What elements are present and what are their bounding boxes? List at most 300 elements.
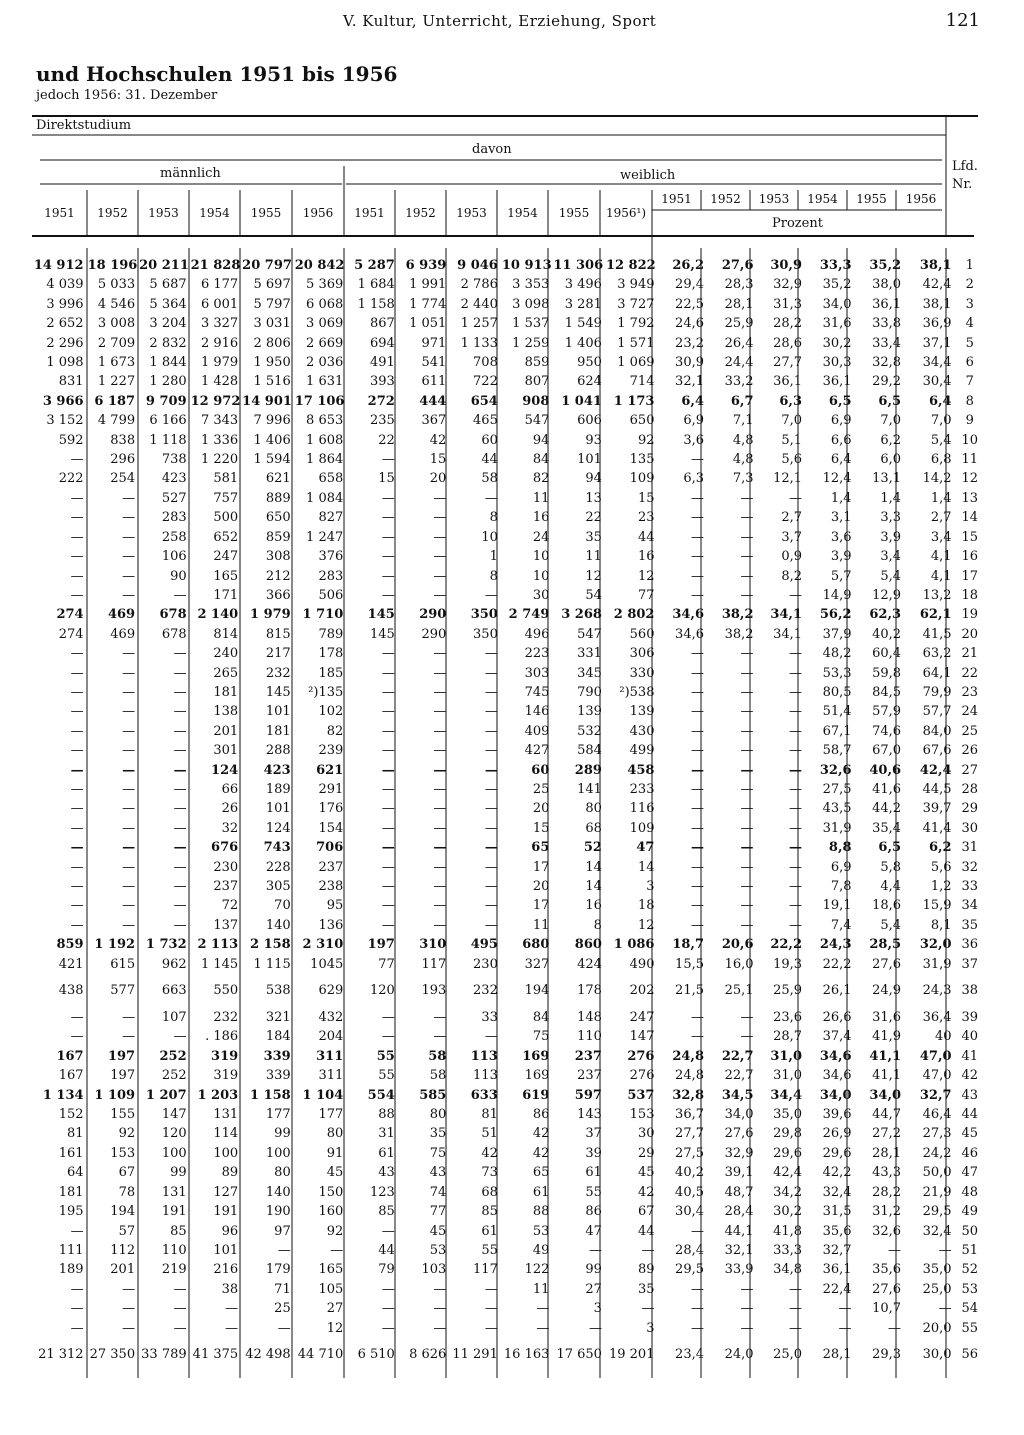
table-cell: 193: [421, 983, 447, 999]
table-cell: 21,5: [675, 983, 704, 999]
page-subtitle: jedoch 1956: 31. Dezember: [36, 88, 218, 103]
table-cell: 310: [419, 937, 447, 953]
prozent-label: Prozent: [772, 216, 823, 231]
table-cell: 950: [577, 355, 602, 371]
table-cell: 1 549: [564, 316, 602, 332]
table-cell: 143: [577, 1107, 602, 1123]
table-cell: 11 291: [452, 1346, 498, 1362]
table-cell: 5 369: [306, 277, 344, 293]
table-row: [32, 1319, 984, 1338]
table-cell: 31,6: [822, 316, 852, 332]
table-row: [32, 528, 984, 547]
table-cell: 37,4: [822, 1029, 852, 1045]
table-cell: 91: [326, 1145, 344, 1161]
table-cell: —: [433, 1320, 447, 1336]
table-cell: 469: [110, 626, 136, 642]
table-cell: 714: [629, 374, 655, 390]
table-cell: 577: [110, 983, 136, 999]
table-cell: 167: [58, 1068, 84, 1084]
table-cell: 581: [213, 471, 239, 487]
table-cell: 27,2: [872, 1126, 902, 1142]
table-cell: 39: [585, 1145, 602, 1161]
table-cell: 216: [213, 1262, 239, 1278]
page-number: 121: [945, 10, 980, 31]
table-cell: 20 797: [242, 258, 292, 273]
row-number: 55: [961, 1320, 979, 1336]
table-row: [32, 955, 984, 974]
weiblich-year-4: 1954: [507, 206, 538, 220]
table-cell: —: [381, 549, 395, 565]
table-cell: 3 966: [42, 393, 84, 409]
table-cell: 39,6: [822, 1107, 852, 1123]
table-row: [32, 586, 984, 605]
table-cell: 27,7: [675, 1126, 704, 1142]
table-cell: 191: [213, 1204, 239, 1220]
table-cell: 254: [110, 471, 136, 487]
table-cell: 120: [369, 983, 395, 999]
table-cell: 424: [577, 956, 602, 972]
table-cell: 217: [265, 646, 291, 662]
table-cell: 3 327: [200, 316, 239, 332]
table-cell: 109: [629, 471, 655, 487]
table-cell: 265: [213, 665, 239, 681]
table-row: [32, 1124, 984, 1143]
table-cell: —: [740, 490, 754, 506]
table-cell: —: [173, 587, 187, 603]
table-cell: 139: [629, 704, 655, 720]
table-cell: 190: [265, 1204, 291, 1220]
table-cell: —: [173, 801, 187, 817]
table-cell: 26,2: [672, 258, 704, 273]
table-cell: 195: [58, 1204, 84, 1220]
table-cell: 71: [274, 1281, 291, 1297]
table-cell: 82: [326, 723, 344, 739]
table-cell: 114: [213, 1126, 239, 1142]
table-cell: —: [122, 529, 136, 545]
table-cell: 228: [265, 859, 291, 875]
table-cell: 3 996: [46, 296, 84, 312]
table-cell: 3: [646, 879, 655, 894]
table-cell: 16: [532, 510, 550, 526]
table-cell: 20 211: [139, 258, 189, 273]
table-cell: 43,5: [822, 801, 852, 817]
table-cell: 24,3: [819, 937, 852, 953]
table-cell: 490: [629, 956, 655, 972]
table-row: [32, 1105, 984, 1124]
table-cell: 20: [532, 879, 550, 894]
table-cell: —: [225, 1301, 239, 1317]
prozent-year-1: 1951: [661, 192, 692, 206]
row-number: 34: [961, 898, 979, 914]
table-cell: 40,2: [872, 626, 902, 642]
table-cell: 6,4: [928, 393, 952, 409]
table-cell: —: [740, 898, 754, 914]
table-cell: —: [381, 859, 395, 875]
table-cell: 532: [577, 723, 602, 739]
table-cell: 21 312: [38, 1346, 84, 1362]
table-cell: 28,1: [822, 1346, 852, 1362]
table-cell: 19 201: [608, 1346, 655, 1362]
table-cell: —: [691, 781, 704, 797]
table-cell: —: [70, 840, 84, 856]
table-cell: 3 152: [46, 413, 84, 429]
table-cell: 28,7: [773, 1029, 803, 1045]
table-cell: 113: [473, 1068, 498, 1084]
table-cell: 650: [265, 510, 291, 526]
table-cell: 19,1: [822, 898, 852, 914]
table-cell: 547: [577, 626, 602, 642]
table-cell: 101: [265, 704, 291, 720]
table-cell: 1 098: [46, 355, 84, 371]
table-cell: —: [588, 1320, 602, 1336]
table-cell: —: [433, 781, 447, 797]
row-number: 52: [961, 1262, 979, 1278]
row-number: 6: [965, 355, 974, 371]
table-cell: 680: [522, 937, 550, 953]
table-cell: 24,8: [672, 1048, 704, 1064]
table-cell: —: [122, 743, 136, 759]
row-number: 33: [961, 879, 979, 894]
table-cell: —: [740, 549, 754, 565]
table-cell: 25,0: [773, 1346, 803, 1362]
table-cell: 92: [326, 1223, 344, 1239]
table-cell: 469: [107, 607, 136, 623]
table-cell: 29,3: [872, 1346, 902, 1362]
table-cell: 58: [481, 471, 498, 487]
row-number: 37: [961, 956, 979, 972]
table-cell: 230: [213, 859, 239, 875]
table-cell: —: [691, 1281, 704, 1297]
table-cell: 1 571: [617, 335, 655, 351]
table-cell: 46,4: [922, 1107, 952, 1123]
table-cell: —: [740, 684, 754, 700]
table-cell: 6 177: [200, 277, 239, 293]
table-cell: 291: [318, 781, 344, 797]
table-cell: —: [122, 917, 136, 933]
table-cell: 34,6: [675, 626, 704, 642]
table-cell: 59,8: [872, 665, 902, 681]
table-cell: 181: [213, 684, 239, 700]
table-cell: 1 336: [200, 432, 239, 448]
table-cell: —: [173, 665, 187, 681]
table-cell: 120: [161, 1126, 187, 1142]
table-cell: 3,9: [830, 549, 852, 565]
table-cell: —: [789, 898, 803, 914]
table-cell: 89: [637, 1262, 655, 1278]
table-row: [32, 819, 984, 838]
table-cell: 124: [265, 820, 291, 836]
table-cell: 5 033: [97, 277, 136, 293]
table-cell: 42,2: [822, 1165, 852, 1181]
table-row: [32, 508, 984, 527]
table-cell: 136: [318, 917, 344, 933]
table-cell: 22: [585, 510, 602, 526]
table-cell: 15: [532, 820, 550, 836]
table-cell: —: [484, 762, 498, 778]
table-cell: 30,9: [675, 355, 704, 371]
row-number: 44: [961, 1107, 979, 1123]
table-cell: —: [789, 879, 803, 894]
row-number: 30: [961, 820, 979, 836]
table-cell: 70: [274, 898, 291, 914]
table-cell: —: [484, 665, 498, 681]
table-cell: 80: [274, 1165, 291, 1181]
table-cell: 95: [326, 898, 344, 914]
table-cell: 24: [532, 529, 550, 545]
row-number: 54: [961, 1301, 979, 1317]
table-cell: 1 118: [149, 432, 187, 448]
table-cell: —: [740, 723, 754, 739]
row-number: 2: [965, 277, 974, 293]
table-cell: —: [381, 490, 395, 506]
table-cell: 272: [367, 393, 395, 409]
table-row: [32, 450, 984, 469]
table-cell: 68: [481, 1184, 498, 1200]
table-cell: 24,0: [724, 1346, 754, 1362]
table-cell: 4,1: [930, 549, 952, 565]
table-cell: 465: [473, 413, 498, 429]
table-cell: 17 106: [294, 393, 345, 409]
table-cell: —: [381, 568, 395, 584]
table-cell: 33 789: [141, 1346, 187, 1362]
table-cell: 350: [473, 626, 498, 642]
weiblich-year-3: 1953: [456, 206, 487, 220]
table-row: [32, 1202, 984, 1221]
table-cell: 92: [118, 1126, 136, 1142]
table-cell: 5 797: [253, 296, 291, 312]
table-cell: 2 113: [197, 937, 239, 953]
table-cell: 41,1: [869, 1048, 902, 1064]
table-row: [32, 1222, 984, 1241]
table-cell: 319: [211, 1048, 239, 1064]
table-cell: —: [789, 704, 803, 720]
table-cell: 499: [629, 743, 655, 759]
table-cell: 350: [470, 607, 498, 623]
table-row: [32, 334, 984, 353]
table-row: [32, 974, 984, 1008]
table-cell: —: [691, 1223, 704, 1239]
row-number: 5: [965, 335, 974, 351]
table-cell: —: [433, 801, 447, 817]
table-cell: —: [484, 898, 498, 914]
table-cell: 16 163: [503, 1346, 550, 1362]
table-cell: 11: [585, 549, 602, 565]
table-cell: 176: [318, 801, 344, 817]
table-cell: 25: [274, 1301, 291, 1317]
table-cell: 100: [161, 1145, 187, 1161]
table-cell: 22,2: [770, 937, 803, 953]
table-cell: 290: [419, 607, 447, 623]
table-cell: 178: [318, 646, 344, 662]
table-cell: 4 039: [46, 277, 84, 293]
table-cell: 40,6: [869, 762, 902, 778]
table-cell: 6,3: [779, 393, 803, 409]
table-cell: —: [484, 587, 498, 603]
table-cell: 6,5: [828, 393, 852, 409]
table-cell: —: [433, 820, 447, 836]
table-cell: 239: [318, 743, 344, 759]
table-cell: —: [433, 723, 447, 739]
table-cell: —: [641, 1301, 655, 1317]
table-cell: 34,0: [869, 1087, 902, 1103]
table-cell: 3,4: [880, 549, 902, 565]
table-cell: 24,8: [675, 1068, 704, 1084]
table-cell: —: [122, 1301, 136, 1317]
table-cell: 1 257: [460, 316, 498, 332]
row-number: 56: [961, 1346, 979, 1362]
table-cell: 45: [637, 1165, 655, 1181]
table-cell: 177: [318, 1107, 344, 1123]
table-cell: 3,4: [930, 529, 952, 545]
table-cell: 123: [369, 1184, 395, 1200]
table-cell: 1,2: [930, 879, 952, 894]
table-cell: 6 187: [94, 393, 136, 409]
table-cell: 4,1: [930, 568, 952, 584]
row-number: 8: [965, 393, 974, 409]
table-cell: 585: [419, 1087, 447, 1103]
table-cell: 25: [532, 781, 550, 797]
row-number: 20: [961, 626, 979, 642]
table-cell: 31: [378, 1126, 395, 1142]
table-cell: 38,2: [721, 607, 754, 623]
table-cell: —: [789, 1320, 803, 1336]
table-cell: 1 732: [145, 937, 187, 953]
table-cell: 650: [629, 413, 655, 429]
table-cell: —: [122, 549, 136, 565]
table-cell: 112: [110, 1242, 136, 1258]
table-cell: 99: [585, 1262, 602, 1278]
table-cell: 738: [161, 452, 187, 468]
table-cell: 184: [265, 1029, 291, 1045]
table-cell: 147: [161, 1107, 187, 1123]
table-cell: —: [484, 1301, 498, 1317]
table-cell: 827: [318, 510, 344, 526]
table-cell: 6,4: [830, 452, 852, 468]
table-cell: 1 516: [253, 374, 291, 390]
table-cell: 18: [637, 898, 655, 914]
table-cell: 43: [429, 1165, 447, 1181]
table-cell: 181: [58, 1184, 84, 1200]
table-row: [32, 1241, 984, 1260]
table-cell: 1 673: [97, 355, 136, 371]
table-cell: 18,6: [872, 898, 902, 914]
table-cell: 89: [221, 1165, 239, 1181]
davon-label: davon: [472, 142, 512, 157]
table-row: [32, 392, 984, 411]
table-cell: —: [484, 1029, 498, 1045]
table-cell: —: [122, 840, 136, 856]
table-cell: 177: [265, 1107, 291, 1123]
table-cell: 44: [481, 452, 498, 468]
row-number: 43: [961, 1087, 979, 1103]
table-cell: 3,7: [781, 529, 803, 545]
table-cell: 11: [532, 1281, 550, 1297]
table-cell: —: [740, 1320, 754, 1336]
table-cell: 12: [637, 917, 655, 933]
table-cell: 41,5: [922, 626, 952, 642]
table-cell: 223: [524, 646, 550, 662]
table-cell: 7 996: [253, 413, 291, 429]
table-cell: 36,1: [773, 374, 803, 390]
table-cell: 165: [318, 1262, 344, 1278]
table-cell: 12 972: [190, 393, 241, 409]
table-cell: 30,9: [770, 258, 803, 273]
table-row: [32, 411, 984, 430]
table-cell: —: [484, 490, 498, 506]
table-cell: —: [70, 1223, 84, 1239]
table-cell: —: [740, 1010, 754, 1026]
table-row: [32, 372, 984, 391]
table-cell: —: [122, 665, 136, 681]
table-cell: —: [484, 917, 498, 933]
table-cell: 1 084: [306, 490, 344, 506]
table-cell: 140: [265, 1184, 291, 1200]
table-cell: 55: [481, 1242, 498, 1258]
table-cell: 20,0: [922, 1320, 952, 1336]
table-cell: 44,2: [872, 801, 902, 817]
table-cell: 88: [378, 1107, 395, 1123]
maennlich-year-4: 1954: [199, 206, 230, 220]
table-cell: 658: [318, 471, 344, 487]
table-cell: —: [789, 762, 803, 778]
table-cell: 61: [532, 1184, 550, 1200]
table-cell: 64: [67, 1165, 84, 1181]
table-cell: —: [173, 859, 187, 875]
table-cell: —: [381, 529, 395, 545]
table-cell: —: [70, 723, 84, 739]
table-cell: —: [330, 1242, 344, 1258]
table-row: [32, 722, 984, 741]
table-cell: 25,9: [773, 983, 803, 999]
table-cell: 1 684: [357, 277, 395, 293]
table-cell: 22: [378, 432, 395, 448]
table-cell: 5,8: [880, 859, 902, 875]
table-cell: 85: [170, 1223, 187, 1239]
table-cell: 331: [577, 646, 602, 662]
row-number: 7: [965, 374, 974, 390]
table-cell: —: [691, 801, 704, 817]
table-cell: 23,2: [675, 335, 704, 351]
table-cell: 1 280: [149, 374, 187, 390]
table-cell: 189: [58, 1262, 84, 1278]
table-cell: 67: [637, 1204, 655, 1220]
table-cell: 10: [532, 568, 550, 584]
table-cell: 36,1: [822, 374, 852, 390]
table-cell: 44,7: [872, 1107, 902, 1123]
table-cell: 34,5: [721, 1087, 754, 1103]
table-cell: 41,6: [872, 781, 902, 797]
table-cell: 15,5: [675, 956, 704, 972]
table-cell: 330: [629, 665, 655, 681]
table-cell: 22,7: [721, 1048, 754, 1064]
table-cell: —: [122, 820, 136, 836]
table-cell: 169: [522, 1048, 550, 1064]
table-cell: —: [70, 781, 84, 797]
table-cell: 6 939: [405, 258, 447, 273]
table-cell: 283: [161, 510, 187, 526]
table-cell: 860: [574, 937, 602, 953]
table-cell: 26,9: [822, 1126, 852, 1142]
table-cell: 28,3: [724, 277, 754, 293]
table-cell: 252: [161, 1068, 187, 1084]
table-cell: —: [433, 646, 447, 662]
table-cell: 1 406: [564, 335, 602, 351]
table-cell: —: [173, 898, 187, 914]
table-cell: —: [173, 723, 187, 739]
table-cell: 1: [489, 549, 498, 565]
maennlich-year-2: 1952: [97, 206, 128, 220]
table-row: [32, 547, 984, 566]
